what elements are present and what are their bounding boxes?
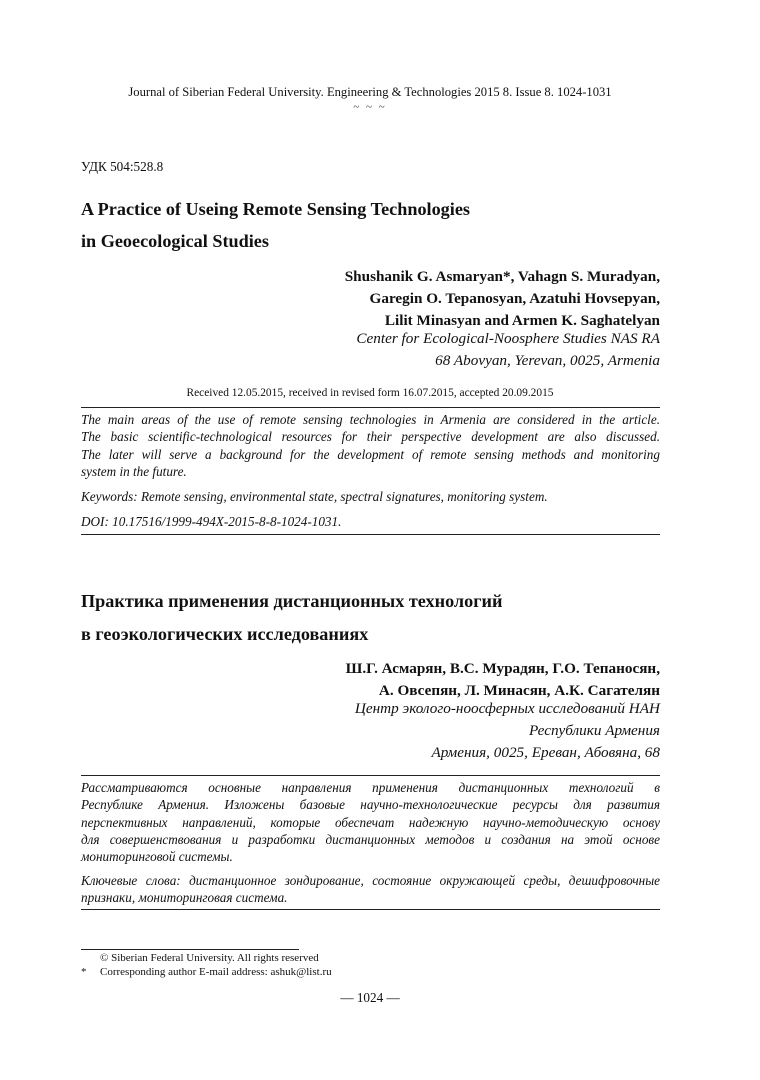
english-abstract [81, 411, 660, 480]
english-title [81, 193, 681, 257]
author-line: Shushanik G. Asmaryan*, Vahagn S. Muradyan, [344, 268, 660, 285]
english-affiliation [356, 328, 660, 372]
affiliation-line: Center for Ecological-Noosphere Studies NAS RA [356, 330, 660, 347]
divider [81, 534, 660, 535]
udk-code: УДК 504:528.8 [81, 159, 164, 174]
affiliation-line: Республики Армения [528, 722, 660, 739]
divider [81, 909, 660, 910]
russian-title-line: Практика применения дистанционных технологий [81, 591, 503, 611]
corresponding-email: Corresponding author E-mail address: ashuk@list.ru [100, 966, 332, 978]
doi: DOI: 10.17516/1999-494X-2015-8-8-1024-1031. [81, 514, 342, 529]
affiliation-line: Центр эколого-ноосферных исследований НАН [354, 700, 660, 717]
keywords-line: Ключевые слова: дистанционное зондирование, состояние окружающей среды, дешифровочные [81, 873, 660, 888]
header-ornament: ~ ~ ~ [353, 101, 387, 113]
abstract-line: перспективных направлений, которые обеспечат надежную научно-методическую основу [81, 814, 660, 830]
russian-affiliation [355, 698, 660, 764]
author-line: Ш.Г. Асмарян, В.С. Мурадян, Г.О. Тепаносян, [345, 660, 660, 677]
page-number: — 1024 — [340, 990, 400, 1005]
russian-title-line: в геоэкологических исследованиях [81, 624, 369, 644]
english-keywords: Keywords: Remote sensing, environmental state, spectral signatures, monitoring system. [81, 489, 548, 504]
english-title-line: in Geoecological Studies [81, 231, 269, 251]
russian-keywords [81, 872, 660, 907]
footnote-mark: * [81, 966, 87, 978]
keywords-line: признаки, мониторинговая система. [81, 890, 288, 906]
english-authors [345, 266, 660, 332]
abstract-line: The main areas of the use of remote sensing technologies in Armenia are considered in the article. [81, 412, 660, 427]
journal-header: Journal of Siberian Federal University. Engineering & Technologies 2015 8. Issue 8. 1024-1031 [128, 85, 612, 99]
received-dates: Received 12.05.2015, received in revised form 16.07.2015, accepted 20.09.2015 [186, 387, 554, 399]
author-line: А. Овсепян, Л. Минасян, А.К. Сагателян [378, 682, 660, 699]
divider [81, 775, 660, 776]
abstract-line: мониторинговой системы. [81, 849, 233, 865]
russian-authors [346, 658, 660, 702]
footnote-copyright: © Siberian Federal University. All rights reserved [100, 952, 319, 964]
author-line: Garegin O. Tepanosyan, Azatuhi Hovsepyan, [369, 290, 660, 307]
abstract-line: Рассматриваются основные направления применения дистанционных технологий в [81, 780, 660, 795]
russian-abstract [81, 779, 660, 865]
footnote-corresponding [81, 966, 332, 978]
author-line: Lilit Minasyan and Armen K. Saghatelyan [384, 312, 660, 329]
affiliation-line: Армения, 0025, Ереван, Абовяна, 68 [431, 744, 660, 761]
russian-title [81, 585, 681, 651]
english-title-line: A Practice of Useing Remote Sensing Technologies [81, 199, 470, 219]
abstract-line: для совершенствования и разработки дистанционных методов и создания на этой основе [81, 831, 660, 847]
affiliation-line: 68 Abovyan, Yerevan, 0025, Armenia [435, 352, 660, 369]
abstract-line: Республике Армения. Изложены базовые научно-технологические ресурсы для развития [81, 797, 660, 813]
abstract-line: The basic scientific-technological resources for their perspective development are also discussed. [81, 429, 660, 445]
abstract-line: The later will serve a background for the development of remote sensing methods and monitoring [81, 446, 660, 462]
divider [81, 407, 660, 408]
abstract-line: system in the future. [81, 463, 187, 479]
footnote-divider [81, 949, 299, 950]
